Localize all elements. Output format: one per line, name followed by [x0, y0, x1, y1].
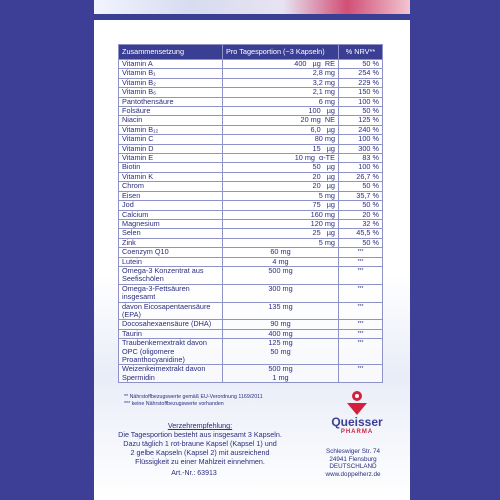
top-band: [94, 14, 410, 20]
nutrient-name: Vitamin B₁: [119, 69, 223, 78]
table-row: [119, 154, 383, 163]
nutrient-name: Vitamin B₆: [119, 88, 223, 97]
nutrient-nrv: 229 %: [339, 78, 383, 87]
nutrient-amount: 300 mg: [223, 284, 339, 302]
table-row: [119, 257, 383, 266]
nutrient-amount: 6 mg: [223, 97, 339, 106]
composition-table-wrapper: [118, 44, 382, 383]
nutrient-nrv: 50 %: [339, 107, 383, 116]
nutrient-amount: 50 µg: [223, 163, 339, 172]
table-row: [119, 172, 383, 181]
nutrient-nrv: ***: [339, 284, 383, 302]
nutrient-nrv: ***: [339, 266, 383, 284]
nutrient-name: Docosahexaensäure (DHA): [119, 320, 223, 329]
table-row: [119, 201, 383, 210]
brand-subname: PHARMA: [340, 429, 374, 435]
nutrient-amount: 120 mg: [223, 219, 339, 228]
brand-name: Queisser: [331, 415, 383, 429]
nutrient-amount: 20 mg NE: [223, 116, 339, 125]
nutrient-amount: 500 mg 1 mg: [223, 365, 339, 383]
nutrient-amount: 75 µg: [223, 201, 339, 210]
nutrient-nrv: 100 %: [339, 97, 383, 106]
nutrient-name: Magnesium: [119, 219, 223, 228]
nutrient-nrv: ***: [339, 339, 383, 365]
nutrient-name: Zink: [119, 238, 223, 247]
table-row: [119, 284, 383, 302]
nutrient-nrv: 35,7 %: [339, 191, 383, 200]
nutrient-nrv: 32 %: [339, 219, 383, 228]
nutrient-name: Omega-3 Konzentrat aus Seefischölen: [119, 266, 223, 284]
table-row: [119, 266, 383, 284]
dosage-line: Dazu täglich 1 rot-braune Kapsel (Kapsel 1) und: [123, 439, 277, 448]
nutrient-nrv: 300 %: [339, 144, 383, 153]
nutrient-amount: 60 mg: [223, 248, 339, 257]
top-decor-strip: [94, 0, 410, 20]
table-row: [119, 97, 383, 106]
address-line: 24941 Flensburg: [329, 455, 377, 463]
nutrient-name: Vitamin D: [119, 144, 223, 153]
nutrient-amount: 20 µg: [223, 172, 339, 181]
nutrient-name: davon Eicosapentaensäure (EPA): [119, 302, 223, 320]
nutrient-nrv: ***: [339, 248, 383, 257]
nutrient-nrv: 50 %: [339, 60, 383, 69]
footnote-nrv: ** Nährstoffbezugswerte gemäß EU-Verordnung 1169/2011: [124, 394, 263, 400]
table-row: [119, 116, 383, 125]
nutrient-amount: 5 mg: [223, 191, 339, 200]
header-composition: Zusammensetzung: [119, 45, 223, 60]
nutrient-name: Calcium: [119, 210, 223, 219]
company-logo: [312, 390, 402, 436]
header-nrv: % NRV**: [339, 45, 383, 60]
nutrient-nrv: ***: [339, 329, 383, 338]
nutrient-nrv: 240 %: [339, 125, 383, 134]
address-line: DEUTSCHLAND: [329, 463, 377, 471]
nutrient-nrv: 83 %: [339, 154, 383, 163]
nutrient-amount: 500 mg: [223, 266, 339, 284]
dosage-heading: Verzehrempfehlung:: [167, 421, 233, 430]
dosage-recommendation: [100, 421, 300, 466]
table-row: [119, 329, 383, 338]
nutrient-nrv: ***: [339, 365, 383, 383]
dosage-line: Die Tagesportion besteht aus insgesamt 3 Kapseln.: [118, 430, 282, 439]
nutrient-amount: 80 mg: [223, 135, 339, 144]
nutrient-name: Pantothensäure: [119, 97, 223, 106]
nutrient-nrv: 50 %: [339, 182, 383, 191]
table-row: [119, 107, 383, 116]
nutrient-nrv: 150 %: [339, 88, 383, 97]
nutrient-amount: 2,8 mg: [223, 69, 339, 78]
nutrient-name: Omega-3-Fettsäuren insgesamt: [119, 284, 223, 302]
nutrient-amount: 15 µg: [223, 144, 339, 153]
table-row: [119, 238, 383, 247]
table-row: [119, 60, 383, 69]
footnote-none: *** keine Nährstoffbezugswerte vorhanden: [124, 401, 224, 407]
nutrient-amount: 3,2 mg: [223, 78, 339, 87]
table-row: [119, 191, 383, 200]
nutrient-nrv: 50 %: [339, 238, 383, 247]
table-row: [119, 302, 383, 320]
table-body: [119, 60, 383, 383]
nutrient-nrv: 26,7 %: [339, 172, 383, 181]
nutrient-amount: 6,0 µg: [223, 125, 339, 134]
nutrient-amount: 5 mg: [223, 238, 339, 247]
nutrient-name: Traubenkernextrakt davon OPC (oligomere Proanthocyanidine): [119, 339, 223, 365]
nutrient-nrv: ***: [339, 257, 383, 266]
nutrient-name: Taurin: [119, 329, 223, 338]
nutrient-name: Coenzym Q10: [119, 248, 223, 257]
nutrient-amount: 135 mg: [223, 302, 339, 320]
company-address: [300, 448, 406, 478]
nutrient-name: Selen: [119, 229, 223, 238]
nutrient-name: Niacin: [119, 116, 223, 125]
nutrient-amount: 400 mg: [223, 329, 339, 338]
nutrient-name: Vitamin B₁₂: [119, 125, 223, 134]
nutrient-name: Eisen: [119, 191, 223, 200]
queisser-logo-icon: [345, 390, 369, 416]
nutrient-nrv: ***: [339, 320, 383, 329]
nutrient-name: Weizenkeimextrakt davon Spermidin: [119, 365, 223, 383]
nutrient-nrv: 100 %: [339, 135, 383, 144]
table-row: [119, 125, 383, 134]
package-back-panel: [94, 0, 410, 500]
nutrient-nrv: 125 %: [339, 116, 383, 125]
composition-table: [118, 44, 383, 383]
website-link[interactable]: www.doppelherz.de: [325, 470, 381, 478]
nutrient-nrv: 20 %: [339, 210, 383, 219]
article-number: Art.-Nr.: 63913: [171, 470, 217, 477]
nutrient-amount: 20 µg: [223, 182, 339, 191]
dosage-line: Flüssigkeit zu einer Mahlzeit einnehmen.: [135, 457, 265, 466]
nutrient-name: Folsäure: [119, 107, 223, 116]
table-row: [119, 88, 383, 97]
table-row: [119, 219, 383, 228]
nutrient-nrv: 45,5 %: [339, 229, 383, 238]
table-row: [119, 339, 383, 365]
table-row: [119, 210, 383, 219]
nutrient-name: Jod: [119, 201, 223, 210]
nutrient-nrv: ***: [339, 302, 383, 320]
table-row: [119, 182, 383, 191]
nutrient-name: Vitamin K: [119, 172, 223, 181]
nutrient-name: Chrom: [119, 182, 223, 191]
nutrient-name: Biotin: [119, 163, 223, 172]
table-row: [119, 163, 383, 172]
table-row: [119, 320, 383, 329]
table-row: [119, 78, 383, 87]
nutrient-name: Vitamin C: [119, 135, 223, 144]
nutrient-amount: 4 mg: [223, 257, 339, 266]
header-amount: Pro Tagesportion (~3 Kapseln): [223, 45, 339, 60]
nutrient-nrv: 254 %: [339, 69, 383, 78]
table-row: [119, 229, 383, 238]
nutrient-name: Vitamin E: [119, 154, 223, 163]
nutrient-amount: 2,1 mg: [223, 88, 339, 97]
nutrient-amount: 125 mg 50 mg: [223, 339, 339, 365]
table-row: [119, 248, 383, 257]
table-row: [119, 365, 383, 383]
nutrient-amount: 25 µg: [223, 229, 339, 238]
nutrient-amount: 160 mg: [223, 210, 339, 219]
table-header-row: [119, 45, 383, 60]
dosage-line: 2 gelbe Kapseln (Kapsel 2) mit ausreichend: [130, 448, 270, 457]
nutrient-name: Lutein: [119, 257, 223, 266]
address-line: Schleswiger Str. 74: [326, 448, 380, 455]
table-row: [119, 135, 383, 144]
nutrient-amount: 90 mg: [223, 320, 339, 329]
nutrient-name: Vitamin A: [119, 60, 223, 69]
table-row: [119, 144, 383, 153]
nutrient-amount: 10 mg α-TE: [223, 154, 339, 163]
table-row: [119, 69, 383, 78]
nutrient-name: Vitamin B₂: [119, 78, 223, 87]
nutrient-amount: 400 µg RE: [223, 60, 339, 69]
nutrient-nrv: 100 %: [339, 163, 383, 172]
nutrient-amount: 100 µg: [223, 107, 339, 116]
nutrient-nrv: 50 %: [339, 201, 383, 210]
